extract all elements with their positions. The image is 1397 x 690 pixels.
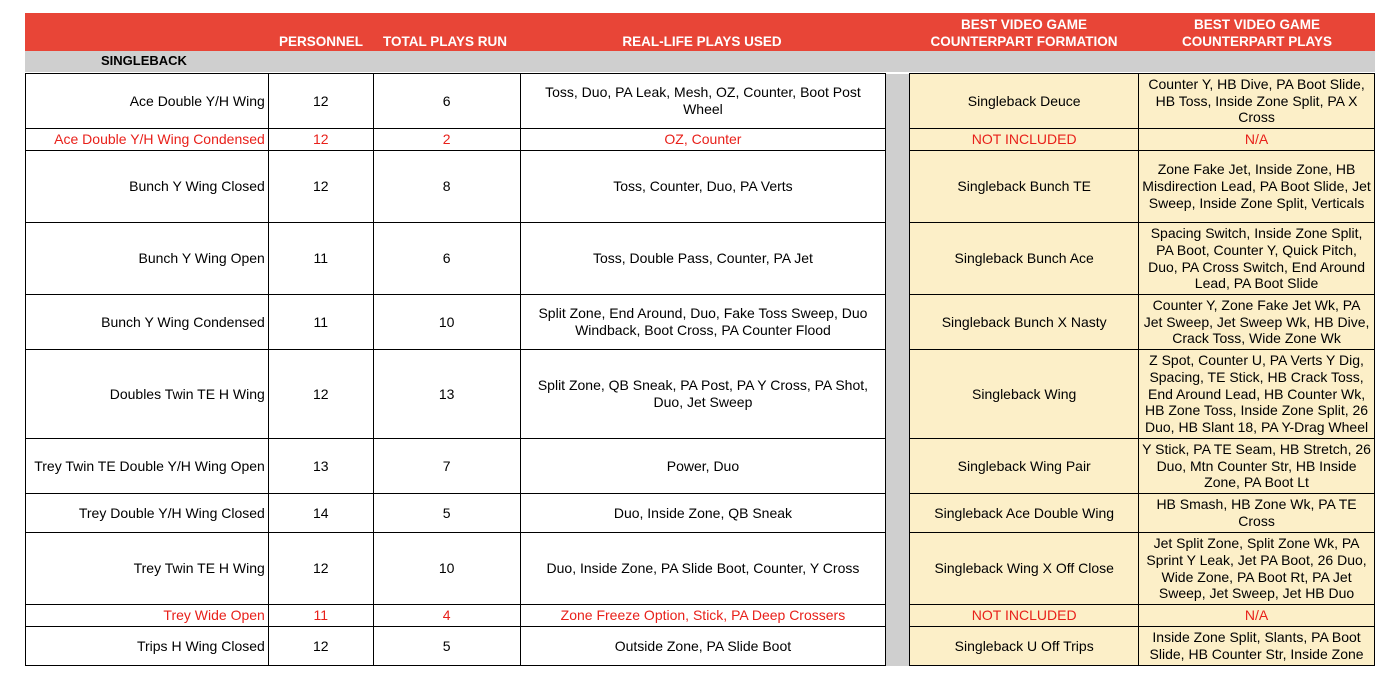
table-row bbox=[26, 295, 1375, 350]
column-gap bbox=[886, 151, 910, 223]
cell-formation: Doubles Twin TE H Wing bbox=[26, 350, 269, 439]
cell-total-plays: 8 bbox=[373, 151, 520, 223]
cell-real-life-plays: Power, Duo bbox=[520, 439, 886, 494]
cell-formation: Trey Wide Open bbox=[26, 605, 269, 627]
cell-personnel: 12 bbox=[268, 350, 373, 439]
table-row bbox=[26, 494, 1375, 533]
cell-formation: Trey Twin TE Double Y/H Wing Open bbox=[26, 439, 269, 494]
cell-formation: Trips H Wing Closed bbox=[26, 627, 269, 666]
cell-personnel: 12 bbox=[268, 533, 373, 605]
cell-real-life-plays: Duo, Inside Zone, PA Slide Boot, Counter, Y Cross bbox=[520, 533, 886, 605]
cell-personnel: 12 bbox=[268, 151, 373, 223]
cell-real-life-plays: OZ, Counter bbox=[520, 129, 886, 151]
cell-formation: Bunch Y Wing Closed bbox=[26, 151, 269, 223]
cell-vg-plays: N/A bbox=[1139, 129, 1375, 151]
cell-vg-formation: Singleback Wing bbox=[910, 350, 1139, 439]
cell-real-life-plays: Split Zone, End Around, Duo, Fake Toss Sweep, Duo Windback, Boot Cross, PA Counter Flood bbox=[520, 295, 886, 350]
column-gap bbox=[886, 605, 910, 627]
cell-real-life-plays: Toss, Counter, Duo, PA Verts bbox=[520, 151, 886, 223]
column-gap bbox=[886, 533, 910, 605]
header-vg-formation bbox=[909, 16, 1139, 50]
cell-personnel: 13 bbox=[268, 439, 373, 494]
cell-formation: Trey Double Y/H Wing Closed bbox=[26, 494, 269, 533]
cell-real-life-plays: Toss, Duo, PA Leak, Mesh, OZ, Counter, Boot Post Wheel bbox=[520, 74, 886, 129]
cell-vg-plays: Z Spot, Counter U, PA Verts Y Dig, Spacing, TE Stick, HB Crack Toss, End Around Lead, HB Counter Wk, HB Zone Toss, Inside Zone Split, 26 Duo, HB Slant 18, PA Y-Drag Wheel bbox=[1139, 350, 1375, 439]
cell-vg-formation: Singleback Bunch TE bbox=[910, 151, 1139, 223]
column-gap bbox=[886, 439, 910, 494]
cell-total-plays: 10 bbox=[373, 533, 520, 605]
cell-total-plays: 13 bbox=[373, 350, 520, 439]
table-row bbox=[26, 533, 1375, 605]
cell-formation: Bunch Y Wing Open bbox=[26, 223, 269, 295]
section-row bbox=[25, 51, 1375, 72]
formations-table bbox=[25, 73, 1375, 666]
cell-vg-formation: NOT INCLUDED bbox=[910, 129, 1139, 151]
cell-vg-formation: Singleback Deuce bbox=[910, 74, 1139, 129]
section-title: SINGLEBACK bbox=[101, 53, 187, 68]
cell-formation: Ace Double Y/H Wing bbox=[26, 74, 269, 129]
cell-real-life-plays: Duo, Inside Zone, QB Sneak bbox=[520, 494, 886, 533]
cell-vg-plays: HB Smash, HB Zone Wk, PA TE Cross bbox=[1139, 494, 1375, 533]
cell-total-plays: 6 bbox=[373, 223, 520, 295]
cell-vg-plays: Zone Fake Jet, Inside Zone, HB Misdirection Lead, PA Boot Slide, Jet Sweep, Inside Zone Split, Verticals bbox=[1139, 151, 1375, 223]
cell-vg-formation: Singleback Wing Pair bbox=[910, 439, 1139, 494]
cell-personnel: 12 bbox=[268, 129, 373, 151]
cell-vg-formation: Singleback U Off Trips bbox=[910, 627, 1139, 666]
column-gap bbox=[886, 223, 910, 295]
header-vg-plays-line1: BEST VIDEO GAME bbox=[1193, 17, 1320, 32]
cell-real-life-plays: Toss, Double Pass, Counter, PA Jet bbox=[520, 223, 886, 295]
cell-vg-plays: Inside Zone Split, Slants, PA Boot Slide, HB Counter Str, Inside Zone bbox=[1139, 627, 1375, 666]
cell-vg-plays: Counter Y, Zone Fake Jet Wk, PA Jet Sweep, Jet Sweep Wk, HB Dive, Crack Toss, Wide Zone Wk bbox=[1139, 295, 1375, 350]
cell-personnel: 12 bbox=[268, 74, 373, 129]
cell-vg-plays: Y Stick, PA TE Seam, HB Stretch, 26 Duo, Mtn Counter Str, HB Inside Zone, PA Boot Lt bbox=[1139, 439, 1375, 494]
column-gap bbox=[886, 74, 910, 129]
cell-personnel: 11 bbox=[268, 223, 373, 295]
cell-personnel: 11 bbox=[268, 295, 373, 350]
cell-vg-plays: N/A bbox=[1139, 605, 1375, 627]
column-gap bbox=[886, 295, 910, 350]
cell-personnel: 11 bbox=[268, 605, 373, 627]
cell-vg-formation: Singleback Bunch Ace bbox=[910, 223, 1139, 295]
cell-real-life-plays: Outside Zone, PA Slide Boot bbox=[520, 627, 886, 666]
table-body bbox=[26, 74, 1375, 666]
table-row bbox=[26, 439, 1375, 494]
table-row bbox=[26, 627, 1375, 666]
column-gap bbox=[886, 494, 910, 533]
cell-total-plays: 5 bbox=[373, 627, 520, 666]
cell-vg-plays: Jet Split Zone, Split Zone Wk, PA Sprint Y Leak, Jet PA Boot, 26 Duo, Wide Zone, PA Boot Rt, PA Jet Sweep, Jet Sweep, Jet HB Duo bbox=[1139, 533, 1375, 605]
header-real-life-plays: REAL-LIFE PLAYS USED bbox=[622, 34, 782, 49]
column-gap bbox=[886, 627, 910, 666]
cell-vg-formation: Singleback Ace Double Wing bbox=[910, 494, 1139, 533]
header-total-plays: TOTAL PLAYS RUN bbox=[382, 34, 508, 49]
cell-vg-plays: Spacing Switch, Inside Zone Split, PA Boot, Counter Y, Quick Pitch, Duo, PA Cross Switch, End Around Lead, PA Boot Slide bbox=[1139, 223, 1375, 295]
header-vg-plays-line2: COUNTERPART PLAYS bbox=[1181, 34, 1333, 49]
table-row bbox=[26, 605, 1375, 627]
cell-vg-formation: Singleback Wing X Off Close bbox=[910, 533, 1139, 605]
cell-total-plays: 6 bbox=[373, 74, 520, 129]
cell-formation: Ace Double Y/H Wing Condensed bbox=[26, 129, 269, 151]
cell-real-life-plays: Split Zone, QB Sneak, PA Post, PA Y Cross, PA Shot, Duo, Jet Sweep bbox=[520, 350, 886, 439]
cell-real-life-plays: Zone Freeze Option, Stick, PA Deep Crossers bbox=[520, 605, 886, 627]
cell-personnel: 12 bbox=[268, 627, 373, 666]
cell-total-plays: 5 bbox=[373, 494, 520, 533]
table-row bbox=[26, 151, 1375, 223]
table-row bbox=[26, 129, 1375, 151]
column-gap bbox=[886, 350, 910, 439]
column-gap bbox=[886, 129, 910, 151]
table-row bbox=[26, 350, 1375, 439]
cell-vg-formation: Singleback Bunch X Nasty bbox=[910, 295, 1139, 350]
header-vg-plays bbox=[1139, 16, 1375, 50]
cell-vg-plays: Counter Y, HB Dive, PA Boot Slide, HB Toss, Inside Zone Split, PA X Cross bbox=[1139, 74, 1375, 129]
cell-total-plays: 2 bbox=[373, 129, 520, 151]
cell-formation: Bunch Y Wing Condensed bbox=[26, 295, 269, 350]
table-row bbox=[26, 74, 1375, 129]
cell-vg-formation: NOT INCLUDED bbox=[910, 605, 1139, 627]
header-personnel: PERSONNEL bbox=[278, 34, 363, 49]
cell-total-plays: 7 bbox=[373, 439, 520, 494]
cell-formation: Trey Twin TE H Wing bbox=[26, 533, 269, 605]
cell-total-plays: 10 bbox=[373, 295, 520, 350]
table-row bbox=[26, 223, 1375, 295]
cell-total-plays: 4 bbox=[373, 605, 520, 627]
spreadsheet bbox=[25, 13, 1375, 662]
header-vg-formation-line1: BEST VIDEO GAME bbox=[960, 17, 1087, 32]
cell-personnel: 14 bbox=[268, 494, 373, 533]
header-vg-formation-line2: COUNTERPART FORMATION bbox=[930, 34, 1118, 49]
header-row bbox=[25, 13, 1375, 51]
